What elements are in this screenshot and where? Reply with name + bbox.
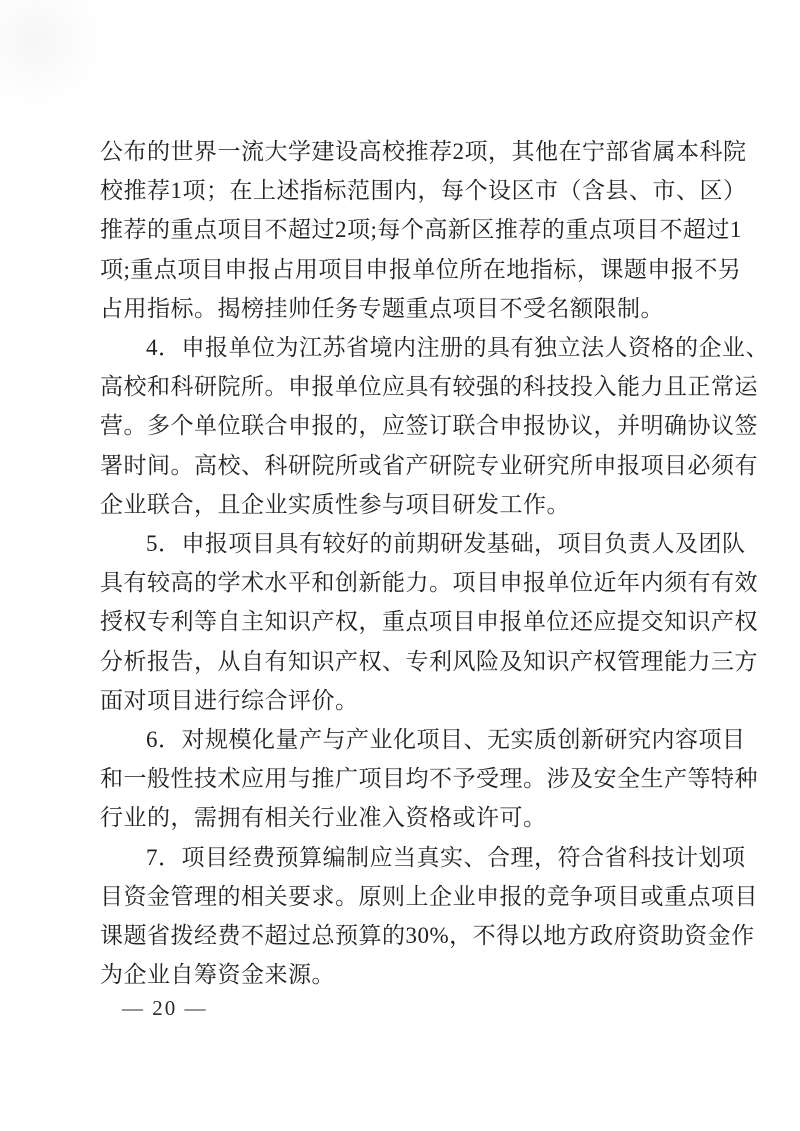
text-line: 面对项目进行综合评价。 — [100, 687, 359, 713]
text-line: 7．项目经费预算编制应当真实、合理，符合省科技计划项 — [146, 844, 746, 870]
text-line: 占用指标。揭榜挂帅任务专题重点项目不受名额限制。 — [100, 295, 664, 321]
text-line: 公布的世界一流大学建设高校推荐2项，其他在宁部省属本科院 — [100, 139, 747, 164]
paragraph-item-6-exclusions — [100, 720, 758, 838]
text-line: 4．申报单位为江苏省境内注册的具有独立法人资格的企业、 — [146, 335, 769, 361]
paragraph-item-4-applicant-eligibility — [100, 328, 769, 524]
page-number: — 20 — — [122, 996, 208, 1020]
text-line: 署时间。高校、科研院所或省产研院专业研究所申报项目必须有 — [100, 452, 758, 478]
text-line: 和一般性技术应用与推广项目均不予受理。涉及安全生产等特种 — [100, 766, 758, 792]
text-line: 5．申报项目具有较好的前期研发基础，项目负责人及团队 — [146, 531, 746, 557]
text-line: 课题省拨经费不超过总预算的30%，不得以地方政府资助资金作 — [100, 923, 755, 949]
text-line: 推荐的重点项目不超过2项;每个高新区推荐的重点项目不超过1 — [100, 217, 742, 243]
text-line: 项;重点项目申报占用项目申报单位所在地指标，课题申报不另 — [100, 256, 742, 282]
text-line: 行业的，需拥有相关行业准入资格或许可。 — [100, 805, 547, 831]
text-line: 具有较高的学术水平和创新能力。项目申报单位近年内须有有效 — [100, 570, 758, 596]
text-line: 企业联合，且企业实质性参与项目研发工作。 — [100, 491, 570, 517]
text-line: 为企业自筹资金来源。 — [100, 962, 335, 988]
text-line: 授权专利等自主知识产权，重点项目申报单位还应提交知识产权 — [100, 609, 758, 635]
paragraph-item-7-budget-rules — [100, 838, 758, 995]
scan-artifact — [0, 0, 120, 120]
paragraph-quota-rules-continued — [100, 132, 747, 328]
text-line: 营。多个单位联合申报的，应签订联合申报协议，并明确协议签 — [100, 413, 758, 439]
text-line: 校推荐1项；在上述指标范围内，每个设区市（含县、市、区） — [100, 178, 747, 204]
text-line: 6．对规模化量产与产业化项目、无实质创新研究内容项目 — [146, 727, 746, 753]
paragraph-item-5-project-basis — [100, 524, 758, 720]
text-line: 高校和科研院所。申报单位应具有较强的科技投入能力且正常运 — [100, 374, 758, 400]
text-line: 目资金管理的相关要求。原则上企业申报的竞争项目或重点项目 — [100, 883, 758, 909]
text-line: 分析报告，从自有知识产权、专利风险及知识产权管理能力三方 — [100, 648, 758, 674]
document-body — [100, 132, 769, 994]
